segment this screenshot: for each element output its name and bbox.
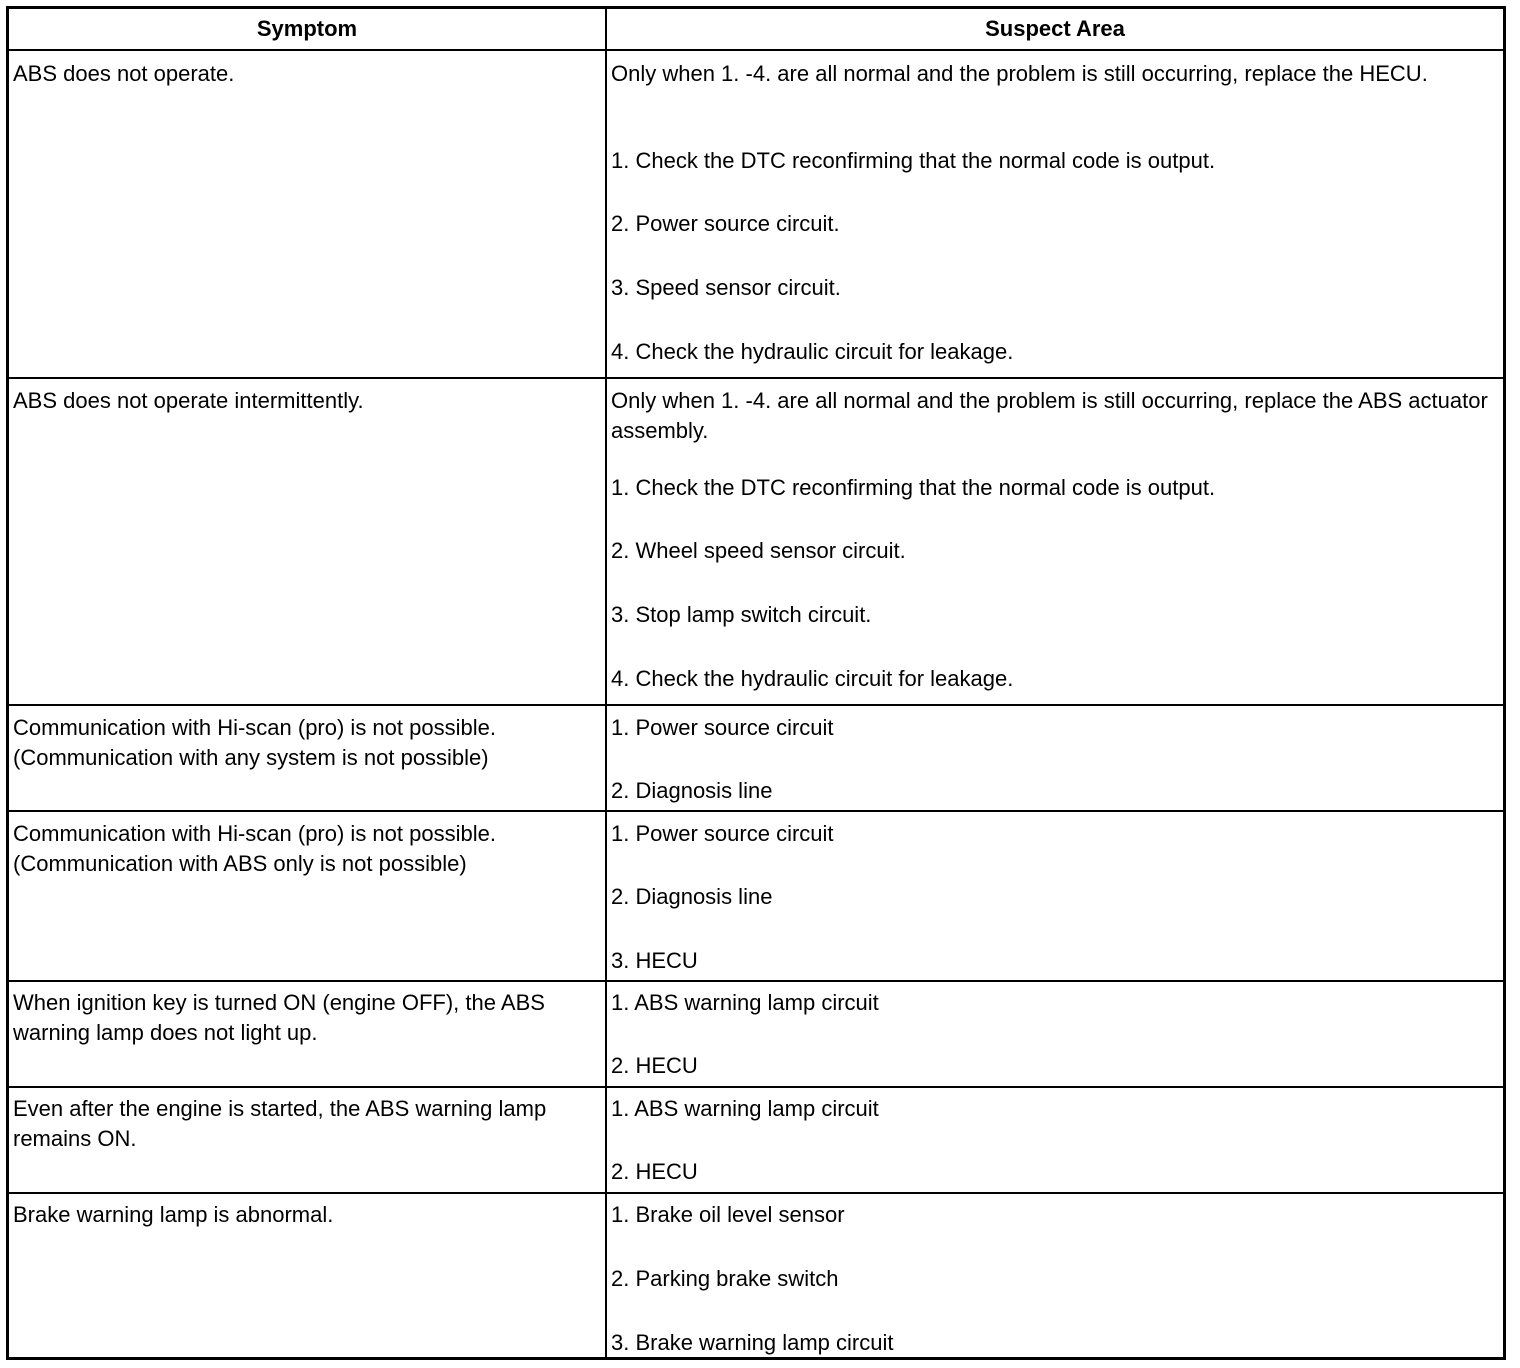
symptom-text: Communication with Hi-scan (pro) is not possible. (Communication with any system is not possible) (13, 715, 503, 770)
symptom-text: ABS does not operate intermittently. (13, 388, 364, 413)
table-row (9, 49, 1503, 377)
table-row (9, 1086, 1503, 1192)
suspect-line: 2. HECU (611, 1053, 698, 1078)
symptom-cell (9, 51, 607, 377)
suspect-cell (607, 51, 1503, 377)
symptom-text: Brake warning lamp is abnormal. (13, 1202, 334, 1227)
suspect-line: 3. HECU (611, 948, 698, 973)
suspect-line: 1. Power source circuit (611, 715, 834, 740)
suspect-line: 4. Check the hydraulic circuit for leakage. (611, 666, 1014, 691)
suspect-line: 1. ABS warning lamp circuit (611, 1096, 879, 1121)
symptom-cell (9, 1194, 607, 1360)
suspect-cell (607, 812, 1503, 980)
suspect-line: 2. Power source circuit. (611, 211, 840, 236)
suspect-line: 2. Diagnosis line (611, 778, 773, 803)
symptom-cell (9, 812, 607, 980)
suspect-cell (607, 1088, 1503, 1192)
table-header-row (9, 9, 1503, 49)
suspect-line: 1. Brake oil level sensor (611, 1202, 845, 1227)
suspect-line: 3. Brake warning lamp circuit (611, 1330, 894, 1355)
symptom-text: ABS does not operate. (13, 61, 235, 86)
suspect-line: 1. ABS warning lamp circuit (611, 990, 879, 1015)
suspect-line: 3. Stop lamp switch circuit. (611, 602, 872, 627)
suspect-line: 3. Speed sensor circuit. (611, 275, 841, 300)
symptom-cell (9, 1088, 607, 1192)
table-row (9, 377, 1503, 704)
header-suspect-area: Suspect Area (985, 16, 1125, 41)
header-symptom: Symptom (9, 9, 607, 49)
table-row (9, 980, 1503, 1086)
suspect-line: 2. HECU (611, 1159, 698, 1184)
suspect-line: 1. Power source circuit (611, 821, 834, 846)
symptom-cell (9, 982, 607, 1086)
suspect-cell (607, 1194, 1503, 1360)
suspect-line: 1. Check the DTC reconfirming that the normal code is output. (611, 475, 1216, 500)
table-row (9, 1192, 1503, 1360)
table-row (9, 704, 1503, 810)
suspect-line: 2. Wheel speed sensor circuit. (611, 538, 906, 563)
suspect-line: Only when 1. -4. are all normal and the problem is still occurring, replace the HECU. (611, 61, 1428, 86)
symptom-text: When ignition key is turned ON (engine OFF), the ABS warning lamp does not light up. (13, 990, 552, 1045)
suspect-cell (607, 379, 1503, 704)
symptom-cell (9, 379, 607, 704)
table-row (9, 810, 1503, 980)
suspect-line: 4. Check the hydraulic circuit for leakage. (611, 339, 1014, 364)
suspect-line: 1. Check the DTC reconfirming that the normal code is output. (611, 148, 1216, 173)
suspect-cell (607, 982, 1503, 1086)
symptom-text: Even after the engine is started, the ABS warning lamp remains ON. (13, 1096, 553, 1151)
symptom-text: Communication with Hi-scan (pro) is not possible. (Communication with ABS only is not possible) (13, 821, 503, 876)
symptom-table (6, 6, 1506, 1360)
suspect-line: 2. Parking brake switch (611, 1266, 839, 1291)
suspect-line: Only when 1. -4. are all normal and the problem is still occurring, replace the ABS actuator assembly. (611, 388, 1494, 443)
suspect-line: 2. Diagnosis line (611, 884, 773, 909)
symptom-cell (9, 706, 607, 810)
suspect-cell (607, 706, 1503, 810)
